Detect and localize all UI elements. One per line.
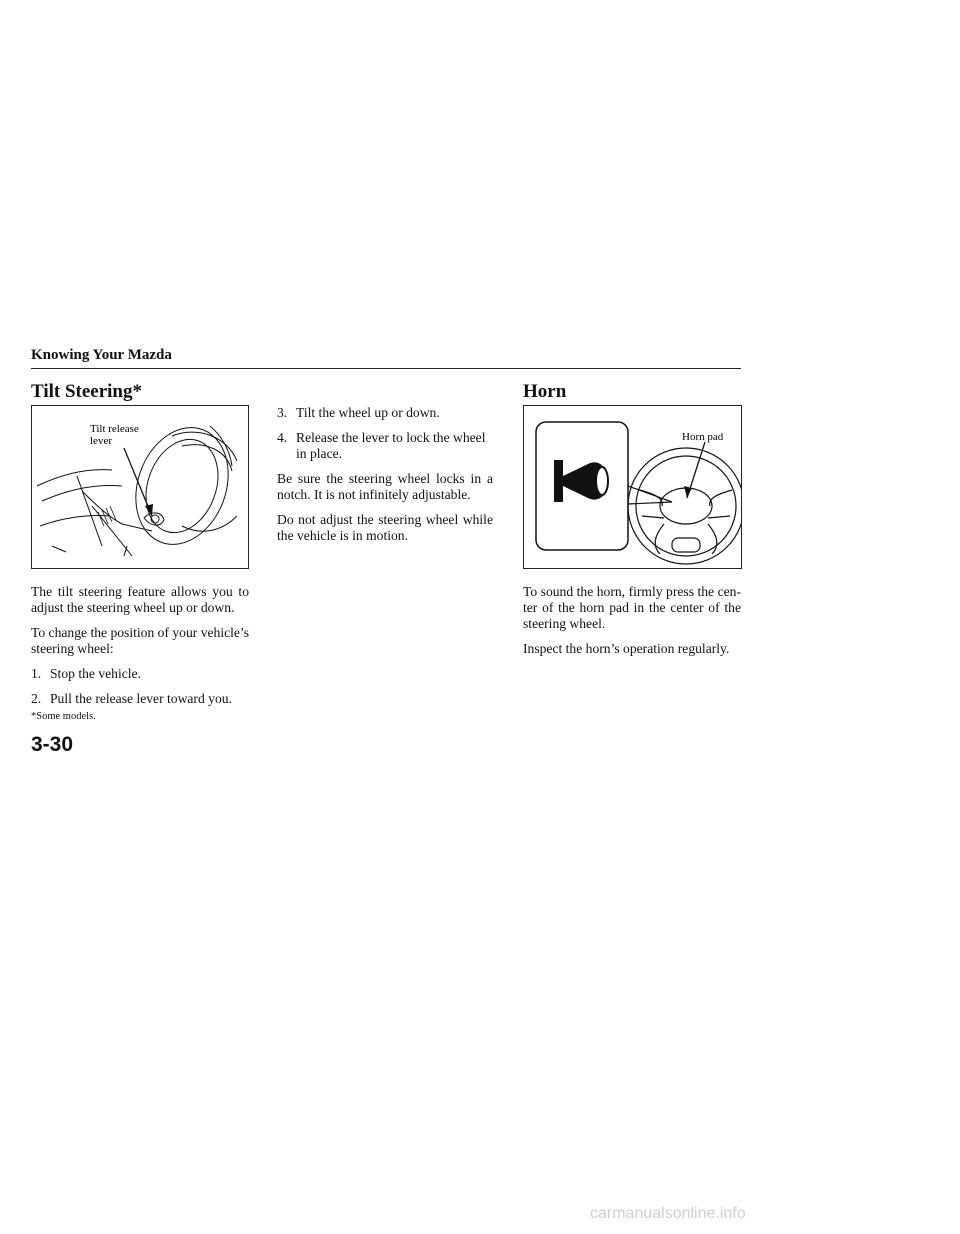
step-text: Pull the release lever toward you. — [50, 691, 232, 706]
footnote: *Some models. — [31, 711, 96, 722]
step-number: 2. — [31, 691, 42, 706]
step-4 — [277, 430, 493, 462]
horn-title: Horn — [523, 381, 567, 402]
tilt-lever-label-line1: Tilt release — [90, 423, 139, 435]
tilt-steering-illustration — [32, 406, 248, 568]
tilt-steering-title: Tilt Steering* — [31, 381, 143, 402]
horn-figure — [523, 405, 742, 569]
tilt-steering-figure — [31, 405, 249, 569]
tilt-note-locks: Be sure the steering wheel locks in a notch. It is not infinitely adjustable. — [277, 471, 493, 502]
tilt-lead: To change the position of your vehicle’s steering wheel: — [31, 625, 250, 656]
watermark: carmanualsonline.info — [590, 1205, 746, 1222]
tilt-lever-label-line2: lever — [90, 435, 112, 447]
horn-illustration — [524, 406, 741, 568]
step-3 — [277, 405, 493, 421]
step-1 — [31, 666, 249, 682]
horn-instructions: To sound the horn, firmly press the cen-ter of the horn pad in the center of the steering wheel. — [523, 584, 741, 631]
tilt-note-motion: Do not adjust the steering wheel while the vehicle is in motion. — [277, 512, 493, 543]
tilt-column-middle — [277, 405, 493, 553]
step-text: Stop the vehicle. — [50, 666, 141, 681]
step-number: 4. — [277, 430, 288, 445]
horn-column — [523, 584, 741, 666]
step-number: 3. — [277, 405, 288, 420]
step-text: Release the lever to lock the wheel in place. — [296, 430, 486, 461]
tilt-column-left — [31, 584, 249, 716]
step-number: 1. — [31, 666, 42, 681]
step-text: Tilt the wheel up or down. — [296, 405, 440, 420]
header-rule — [31, 368, 741, 369]
step-2 — [31, 691, 249, 707]
horn-inspect-note: Inspect the horn’s operation regularly. — [523, 641, 730, 656]
steering-wheel — [628, 448, 741, 564]
page-number: 3-30 — [31, 733, 74, 756]
horn-pad-label: Horn pad — [682, 431, 724, 443]
tilt-intro: The tilt steering feature allows you to adjust the steering wheel up or down. — [31, 584, 249, 615]
section-header: Knowing Your Mazda — [31, 347, 172, 363]
